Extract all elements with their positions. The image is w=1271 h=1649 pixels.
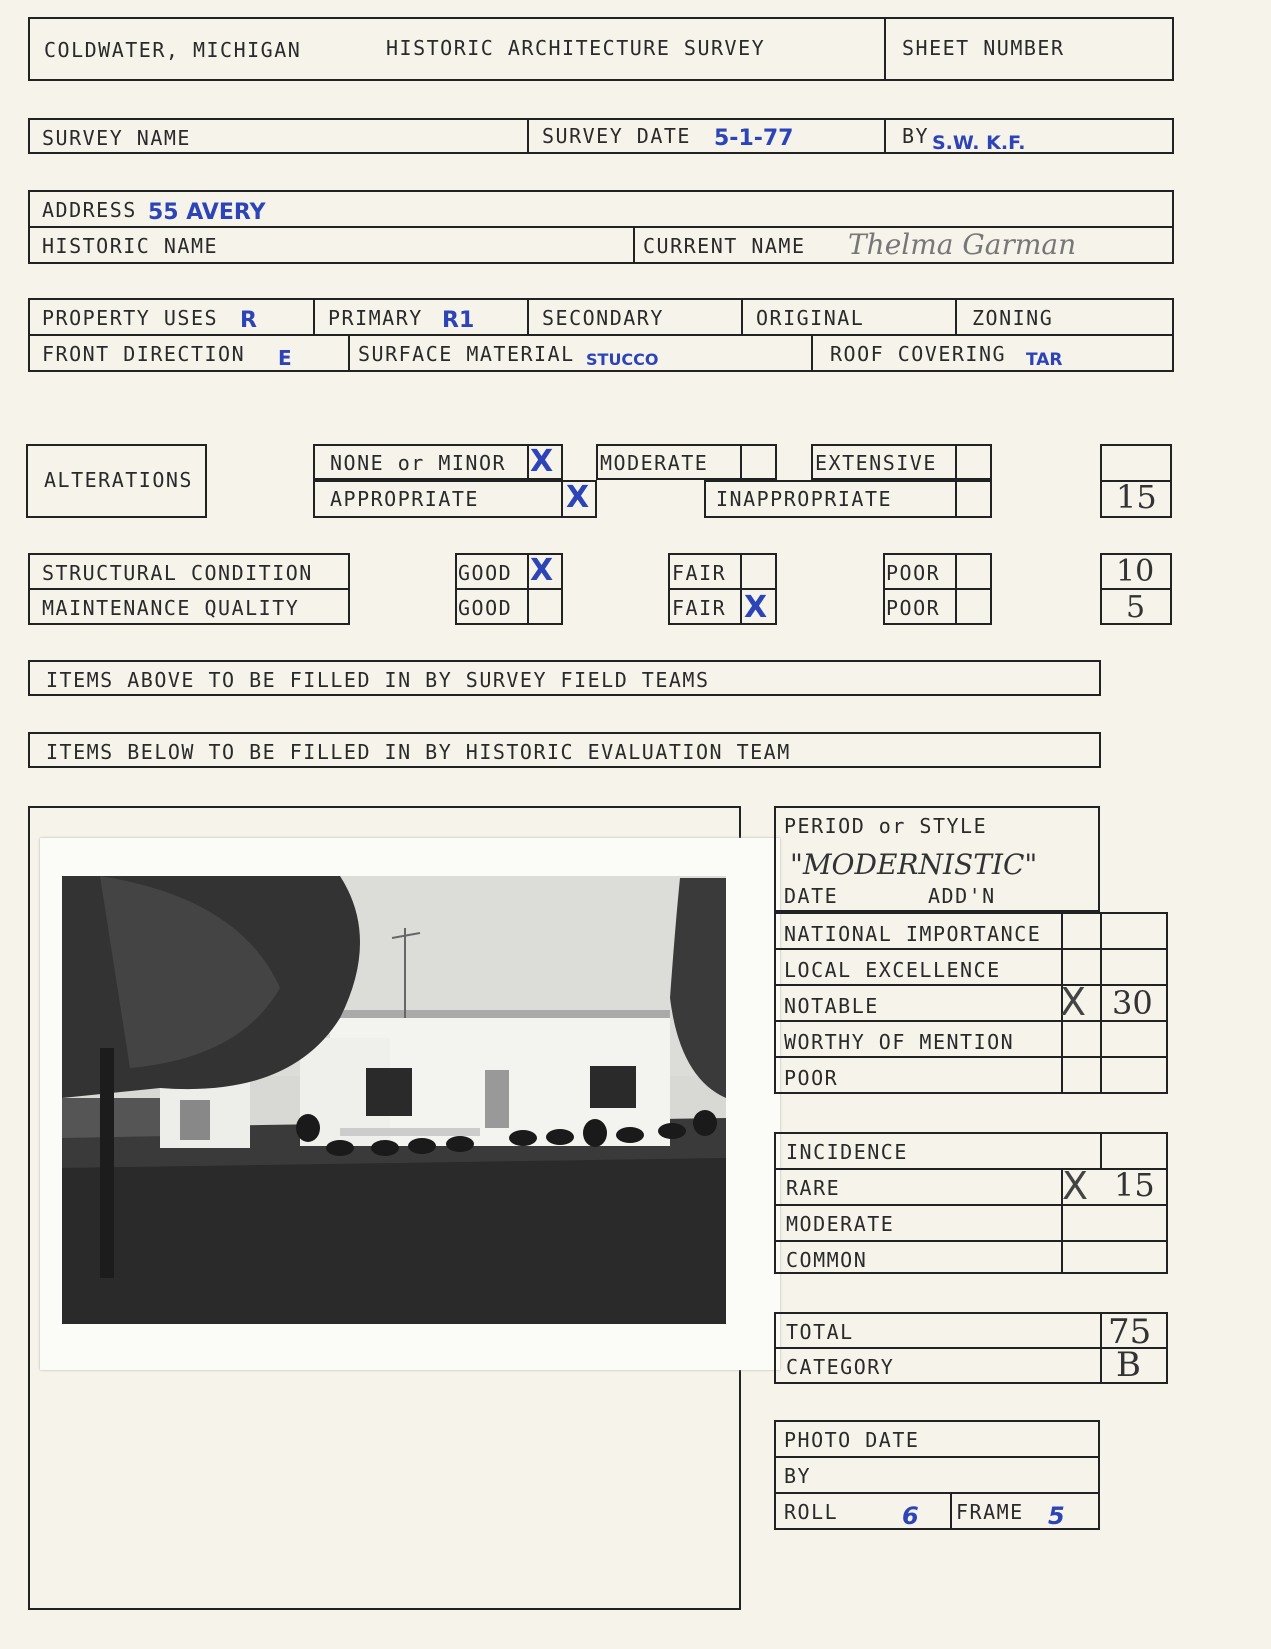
evaluation-poor: POOR xyxy=(784,1066,839,1090)
incidence-label: INCIDENCE xyxy=(786,1140,908,1164)
survey-by-value: S.W. K.F. xyxy=(932,132,1026,154)
category-label: CATEGORY xyxy=(786,1355,895,1379)
period-label: PERIOD or STYLE xyxy=(784,814,988,838)
structural-score: 10 xyxy=(1116,554,1155,589)
worthy-of-mention: WORTHY OF MENTION xyxy=(784,1030,1015,1054)
surface-material-value: STUCCO xyxy=(586,350,659,369)
appropriate-check: X xyxy=(566,480,590,515)
survey-date-value: 5-1-77 xyxy=(714,126,794,151)
roll-value: 6 xyxy=(902,1502,919,1530)
header-title: HISTORIC ARCHITECTURE SURVEY xyxy=(386,36,766,60)
alterations-none-minor: NONE or MINOR xyxy=(330,451,507,475)
notable: NOTABLE xyxy=(784,994,879,1018)
structural-fair: FAIR xyxy=(672,561,727,585)
notable-score: 30 xyxy=(1112,984,1153,1022)
photo-mount xyxy=(40,838,780,1370)
historic-name-label: HISTORIC NAME xyxy=(42,234,219,258)
alterations-score: 15 xyxy=(1116,478,1157,516)
photo-by-label: BY xyxy=(784,1464,812,1488)
roof-covering-label: ROOF COVERING xyxy=(830,342,1007,366)
total-value: 75 xyxy=(1108,1312,1152,1352)
alterations-inappropriate: INAPPROPRIATE xyxy=(716,487,893,511)
address-label: ADDRESS xyxy=(42,198,137,222)
roof-covering-value: TAR xyxy=(1026,350,1063,370)
current-name-value: Thelma Garman xyxy=(848,228,1077,261)
national-importance: NATIONAL IMPORTANCE xyxy=(784,922,1042,946)
alterations-moderate: MODERATE xyxy=(600,451,709,475)
front-direction-value: E xyxy=(278,346,292,370)
rare-check: X xyxy=(1062,1164,1089,1208)
maintenance-fair: FAIR xyxy=(672,596,727,620)
sheet-number-label: SHEET NUMBER xyxy=(902,36,1065,60)
alterations-label: ALTERATIONS xyxy=(44,468,193,492)
alterations-extensive: EXTENSIVE xyxy=(815,451,937,475)
original-label: ORIGINAL xyxy=(756,306,865,330)
maintenance-fair-check: X xyxy=(744,590,768,625)
maintenance-poor: POOR xyxy=(886,596,941,620)
address-value: 55 AVERY xyxy=(148,200,266,225)
maintenance-quality-label: MAINTENANCE QUALITY xyxy=(42,596,300,620)
current-name-label: CURRENT NAME xyxy=(643,234,806,258)
period-value: "MODERNISTIC" xyxy=(790,848,1038,881)
survey-name-label: SURVEY NAME xyxy=(42,126,191,150)
photo-date-label: PHOTO DATE xyxy=(784,1428,920,1452)
zoning-label: ZONING xyxy=(972,306,1054,330)
survey-date-label: SURVEY DATE xyxy=(542,124,691,148)
primary-label: PRIMARY xyxy=(328,306,423,330)
front-direction-label: FRONT DIRECTION xyxy=(42,342,246,366)
roll-label: ROLL xyxy=(784,1500,839,1524)
total-label: TOTAL xyxy=(786,1320,854,1344)
frame-label: FRAME xyxy=(956,1500,1024,1524)
note-above: ITEMS ABOVE TO BE FILLED IN BY SURVEY FIELD TEAMS xyxy=(46,668,710,692)
primary-value: R1 xyxy=(442,308,475,333)
evaluation-date-label: DATE xyxy=(784,884,839,908)
house-photo xyxy=(40,838,780,1370)
structural-good: GOOD xyxy=(458,561,513,585)
header-city: COLDWATER, MICHIGAN xyxy=(44,38,302,62)
maintenance-good: GOOD xyxy=(458,596,513,620)
survey-by-label: BY xyxy=(902,124,930,148)
category-value: B xyxy=(1116,1345,1141,1385)
structural-good-check: X xyxy=(530,553,554,588)
incidence-rare: RARE xyxy=(786,1176,841,1200)
incidence-moderate: MODERATE xyxy=(786,1212,895,1236)
incidence-common: COMMON xyxy=(786,1248,868,1272)
secondary-label: SECONDARY xyxy=(542,306,664,330)
rare-score: 15 xyxy=(1114,1166,1155,1204)
local-excellence: LOCAL EXCELLENCE xyxy=(784,958,1001,982)
surface-material-label: SURFACE MATERIAL xyxy=(358,342,575,366)
maintenance-score: 5 xyxy=(1126,590,1146,625)
structural-condition-label: STRUCTURAL CONDITION xyxy=(42,561,313,585)
property-uses-value: R xyxy=(240,308,257,333)
property-uses-label: PROPERTY USES xyxy=(42,306,219,330)
alterations-appropriate: APPROPRIATE xyxy=(330,487,479,511)
notable-check: X xyxy=(1060,980,1087,1024)
structural-poor: POOR xyxy=(886,561,941,585)
frame-value: 5 xyxy=(1048,1502,1065,1530)
note-below: ITEMS BELOW TO BE FILLED IN BY HISTORIC EVALUATION TEAM xyxy=(46,740,791,764)
none-minor-check: X xyxy=(530,444,554,479)
evaluation-addn-label: ADD'N xyxy=(928,884,996,908)
